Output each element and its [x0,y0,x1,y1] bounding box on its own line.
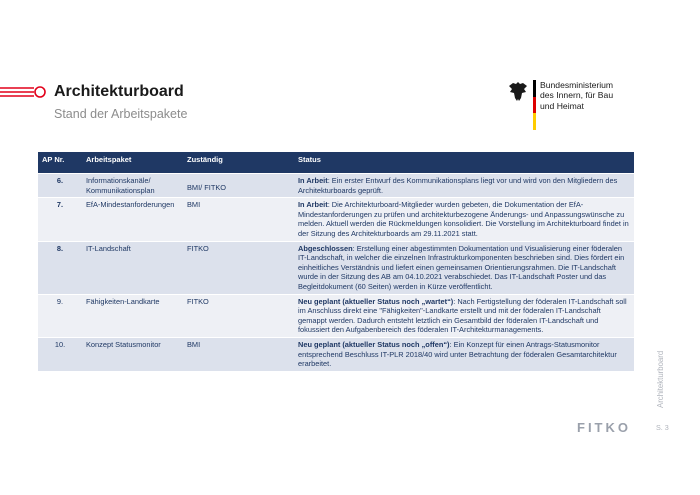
work-packages-table [38,152,634,371]
page-subtitle: Stand der Arbeitspakete [54,107,188,121]
column-header-nr: AP Nr. [38,152,82,174]
status-label: In Arbeit [298,176,328,185]
status-label: Neu geplant (aktueller Status noch „offen“) [298,339,450,349]
row-status [294,198,634,241]
column-header-zustaendig: Zuständig [183,152,294,174]
row-nr: 6. [38,174,82,198]
row-zustaendig: BMI/ FITKO [183,174,294,198]
row-paket: Informationskanäle/ Kommunikationsplan [82,174,183,198]
header-decoration-icon [0,84,48,100]
column-header-paket: Arbeitspaket [82,152,183,174]
status-text: : Erstellung einer abgestimmten Dokumentation und Visualisierung einer föderalen IT-Landschaft, in welcher die einzelnen Infrastrukturkomponenten beschrieben sind. Dies fördert ein einheitliches Verständnis und liefert einen gemeinsamen Orientierungsrahmen. Die IT-Landschaft wurde in der Sitzung des AB am 04.10.2021 verabschiedet. Das IT-Landschaft Poster und das Begleitdokument (60 Seiten) werden in Kürze veröffentlicht. [298,243,625,291]
side-label: Architekturboard [656,350,665,408]
row-nr: 10. [38,337,82,370]
page-title: Architekturboard [54,83,184,100]
table-row [38,198,634,241]
page-number: S. 3 [656,423,669,432]
ministry-line: und Heimat [540,100,584,111]
row-status [294,337,634,370]
status-text: : Die Architekturboard-Mitglieder wurden gebeten, die Dokumentation der EfA-Mindestanforderungen zu prüfen und architekturbezogene Änderungs- und Anpassungswünsche zu melden. Aktuell werden die Rückmeldungen konsolidiert. Die Vorstellung im Architekturboard findet in der Sitzung des Architekturboards am 29.11.2021 statt. [298,200,629,238]
row-zustaendig: BMI [183,198,294,241]
row-zustaendig: BMI [183,337,294,370]
column-header-status: Status [294,152,634,174]
ministry-logo [508,80,638,134]
status-text: : Ein Konzept für einen Antrags-Statusmonitor entsprechend Beschluss IT-PLR 2018/40 wird unter Betrachtung der föderalen Gesamtarchitektur erarbeitet. [298,339,617,369]
row-zustaendig: FITKO [183,294,294,337]
row-nr: 7. [38,198,82,241]
table-row [38,337,634,370]
federal-eagle-icon [508,80,528,102]
row-status [294,174,634,198]
row-status [294,241,634,294]
row-status [294,294,634,337]
status-label: Neu geplant (aktueller Status noch „wartet“) [298,296,454,306]
row-nr: 8. [38,241,82,294]
table-row [38,174,634,198]
status-text: : Nach Fertigstellung der föderalen IT-Landschaft soll im Anschluss direkt eine "Fähigkeiten"-Landkarte erstellt und mit der föderalen IT-Landschaft gemappt werden. Dadurch entsteht letztlich ein Gesamtbild der föderalen IT-Landschaft und fokussiert den Aufgabenbereich des föderalen IT-Architekturmanagements. [298,296,627,335]
status-text: : Ein erster Entwurf des Kommunikationsplans liegt vor und wird von den Mitgliedern des Architekturboards geprüft. [298,176,618,195]
table-header-row [38,152,634,174]
row-nr: 9. [38,294,82,337]
fitko-logo: FITKO [577,420,631,435]
row-paket: Konzept Statusmonitor [82,337,183,370]
row-paket: Fähigkeiten-Landkarte [82,294,183,337]
row-zustaendig: FITKO [183,241,294,294]
ministry-line: Bundesministerium [540,80,614,90]
table-row [38,294,634,337]
row-paket: IT-Landschaft [82,241,183,294]
ministry-name [540,80,640,111]
row-paket: EfA-Mindestanforderungen [82,198,183,241]
german-flag-stripe [533,80,536,130]
status-label: In Arbeit [298,200,328,210]
table-row [38,241,634,294]
status-label: Abgeschlossen [298,243,353,253]
ministry-line: des Innern, für Bau [540,90,614,101]
